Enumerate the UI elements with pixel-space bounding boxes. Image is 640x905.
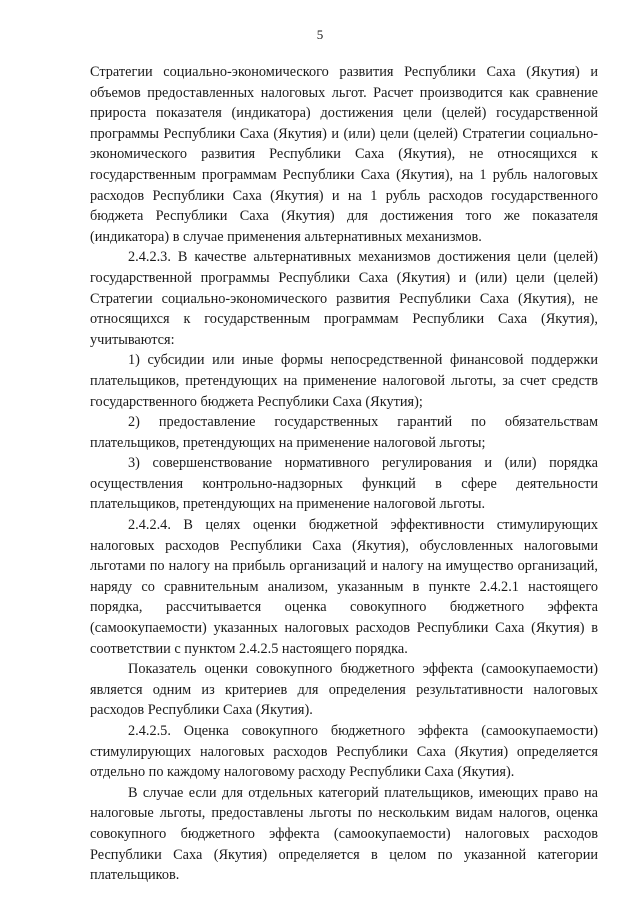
page-number: 5 (316, 27, 324, 42)
list-item-1-subsidies: 1) субсидии или иные формы непосредственной финансовой поддержки плательщиков, претендующих на применение налоговой льготы, за счет средств государственного бюджета Республики Саха (Якутия); (90, 352, 598, 410)
document-body (90, 62, 598, 886)
paragraph-multiple-taxes: В случае если для отдельных категорий плательщиков, имеющих право на налоговые льготы, предоставлены льготы по нескольким видам налогов, оценка совокупного бюджетного эффекта (самоокупаемости) налоговых расходов Республики Саха (Якутия) определяется в целом по указанной категории плательщиков. (90, 784, 598, 884)
paragraph-2-4-2-5: 2.4.2.5. Оценка совокупного бюджетного эффекта (самоокупаемости) стимулирующих налоговых расходов Республики Саха (Якутия) определяется отдельно по каждому налоговому расходу Республики Саха (Якутия). (90, 723, 598, 781)
paragraph-indicator: Показатель оценки совокупного бюджетного эффекта (самоокупаемости) является одним из критериев для определения результативности налоговых расходов Республики Саха (Якутия). (90, 661, 598, 719)
paragraph-continuation: Стратегии социально-экономического развития Республики Саха (Якутия) и объемов предоставленных налоговых льгот. Расчет производится как сравнение прироста показателя (индикатора) достижения цели (целей) государственной программы Республики Саха (Якутия) и (или) цели (целей) Стратегии социально-экономического развития Республики Саха (Якутия), не относящихся к государственным программам Республики Саха (Якутия), на 1 рубль налоговых расходов Республики Саха (Якутия) и на 1 рубль расходов государственного бюджета Республики Саха (Якутия) для достижения того же показателя (индикатора) в случае применения альтернативных механизмов. (90, 64, 598, 245)
list-item-2-guarantees: 2) предоставление государственных гарантий по обязательствам плательщиков, претендующих на применение налоговой льготы; (90, 414, 598, 451)
paragraph-2-4-2-3: 2.4.2.3. В качестве альтернативных механизмов достижения цели (целей) государственной программы Республики Саха (Якутия) и (или) цели (целей) Стратегии социально-экономического развития Республики Саха (Якутия), не относящихся к государственным программам Республики Саха (Якутия), учитываются: (90, 249, 598, 348)
paragraph-2-4-2-4: 2.4.2.4. В целях оценки бюджетной эффективности стимулирующих налоговых расходов Республики Саха (Якутия), обусловленных налоговыми льготами по налогу на прибыль организаций и налогу на имущество организаций, наряду со сравнительным анализом, указанным в пункте 2.4.2.1 настоящего порядка, рассчитывается оценка совокупного бюджетного эффекта (самоокупаемости) указанных налоговых расходов Республики Саха (Якутия) в соответствии с пунктом 2.4.2.5 настоящего порядка. (90, 517, 598, 657)
list-item-3-regulation: 3) совершенствование нормативного регулирования и (или) порядка осуществления контрольно-надзорных функций в сфере деятельности плательщиков, претендующих на применение налоговой льготы. (90, 455, 598, 513)
